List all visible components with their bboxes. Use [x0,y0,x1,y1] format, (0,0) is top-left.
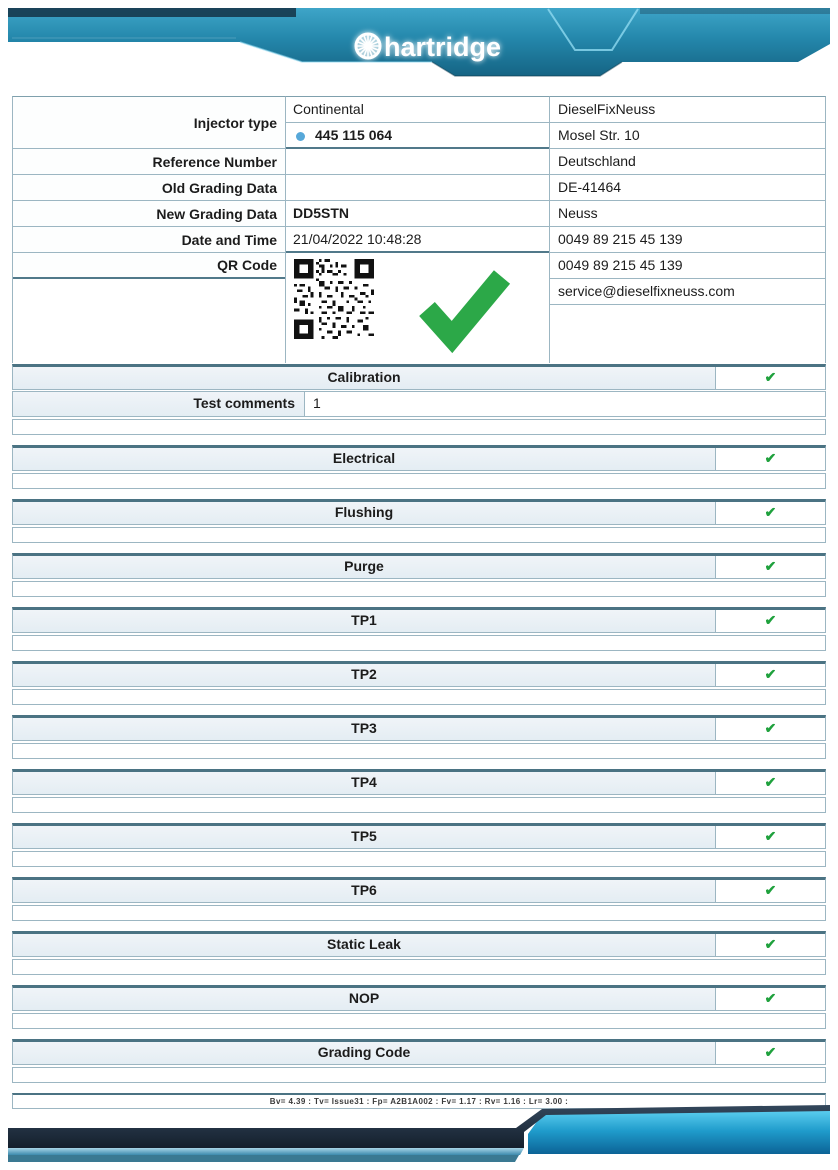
status-cell [715,826,825,848]
test-section [12,985,826,1029]
customer-info-column [550,96,826,363]
test-section-header [12,364,826,390]
injector-type-label: Injector type [13,97,285,149]
status-cell [715,367,825,389]
test-section [12,877,826,921]
customer-city: Neuss [550,201,825,227]
test-section [12,1039,826,1083]
report-info-table [12,96,826,363]
test-section-title: NOP [348,990,380,1006]
check-icon: ✔ [764,666,777,682]
test-comments-label: Test comments [13,392,305,416]
check-icon: ✔ [764,504,777,520]
test-section-title: TP1 [351,612,377,628]
spacer-row [12,473,826,489]
test-section-header [12,499,826,525]
test-sections-container [12,445,826,1083]
spacer-row [12,743,826,759]
test-section-header [12,985,826,1011]
info-labels-column [12,96,285,363]
new-grading-label: New Grading Data [13,201,285,227]
spacer-row [12,797,826,813]
test-section-header [12,1039,826,1065]
test-section-title: Electrical [332,450,396,466]
test-section [12,499,826,543]
footer-teal-fade [8,1155,519,1162]
report-footer-note: Bv= 4.39 : Tv= Issue31 : Fp= A2B1A002 : Fv= 1.17 : Rv= 1.16 : Lr= 3.00 : [12,1093,826,1109]
footer-bright-bar [528,1108,830,1154]
spacer-row [12,905,826,921]
header-banner [0,0,838,90]
check-icon: ✔ [764,1044,777,1060]
customer-email: service@dieselfixneuss.com [550,279,825,305]
check-icon: ✔ [764,828,777,844]
status-cell [715,502,825,524]
reference-number-label: Reference Number [13,149,285,175]
test-section-header [12,445,826,471]
reference-number-value [286,149,549,175]
test-section [12,823,826,867]
customer-phone: 0049 89 215 45 139 [550,227,825,253]
test-section-header [12,931,826,957]
test-section-calibration [12,364,826,435]
test-section-title: TP6 [351,882,377,898]
status-cell [715,664,825,686]
test-section-header [12,553,826,579]
new-grading-value: DD5STN [286,201,549,227]
test-results-table [12,364,826,1109]
status-cell [715,1042,825,1064]
qr-result-cell [286,253,549,363]
status-cell [715,610,825,632]
test-section-title: TP2 [351,666,377,682]
status-cell [715,880,825,902]
test-section-header [12,823,826,849]
status-cell [715,772,825,794]
spacer-row [12,1013,826,1029]
test-section [12,661,826,705]
customer-postcode: DE-41464 [550,175,825,201]
test-section-title: Static Leak [327,936,401,952]
qr-code-label: QR Code [13,253,285,279]
injector-make-value: Continental [286,97,549,123]
check-icon: ✔ [764,990,777,1006]
test-section [12,715,826,759]
spacer-row [12,581,826,597]
status-cell [715,988,825,1010]
spacer-row [12,689,826,705]
customer-fax: 0049 89 215 45 139 [550,253,825,279]
spacer-row [12,419,826,435]
info-values-column [285,96,550,363]
spacer-row [12,1067,826,1083]
test-section-header [12,607,826,633]
customer-country: Deutschland [550,149,825,175]
test-comments-value: 1 [313,395,321,411]
test-section [12,553,826,597]
test-section-header [12,715,826,741]
date-time-label: Date and Time [13,227,285,253]
test-section [12,769,826,813]
test-section-title: Flushing [334,504,394,520]
pass-check-icon [414,257,514,357]
date-time-value: 21/04/2022 10:48:28 [286,227,549,253]
qr-code-image [294,259,374,339]
footer-light-stripe [8,1148,524,1155]
test-section [12,931,826,975]
check-icon: ✔ [764,936,777,952]
status-cell [715,718,825,740]
old-grading-value [286,175,549,201]
test-section-title: TP3 [351,720,377,736]
blue-bullet-icon [296,132,305,141]
test-section [12,445,826,489]
test-section-header [12,877,826,903]
old-grading-label: Old Grading Data [13,175,285,201]
test-comments-row [12,391,826,417]
check-icon: ✔ [764,774,777,790]
test-section [12,607,826,651]
test-section-title: Grading Code [317,1044,411,1060]
spacer-row [12,959,826,975]
check-icon: ✔ [764,612,777,628]
spacer-row [12,851,826,867]
test-section-title: TP5 [351,828,377,844]
footer-banner [0,1104,838,1168]
check-icon: ✔ [764,450,777,466]
customer-name: DieselFixNeuss [550,97,825,123]
test-section-title: TP4 [351,774,377,790]
wheel-icon [356,34,380,58]
spacer-row [12,527,826,543]
status-cell [715,556,825,578]
test-section-title: Calibration [327,369,401,385]
injector-number-value: 445 115 064 [286,123,549,149]
brand-text: hartridge [384,32,502,62]
test-section-header [12,661,826,687]
status-cell [715,448,825,470]
status-cell [715,934,825,956]
check-icon: ✔ [764,720,777,736]
check-icon: ✔ [764,369,777,385]
test-section-title: Purge [344,558,384,574]
check-icon: ✔ [764,558,777,574]
check-icon: ✔ [764,882,777,898]
customer-street: Mosel Str. 10 [550,123,825,149]
spacer-row [12,635,826,651]
test-section-header [12,769,826,795]
